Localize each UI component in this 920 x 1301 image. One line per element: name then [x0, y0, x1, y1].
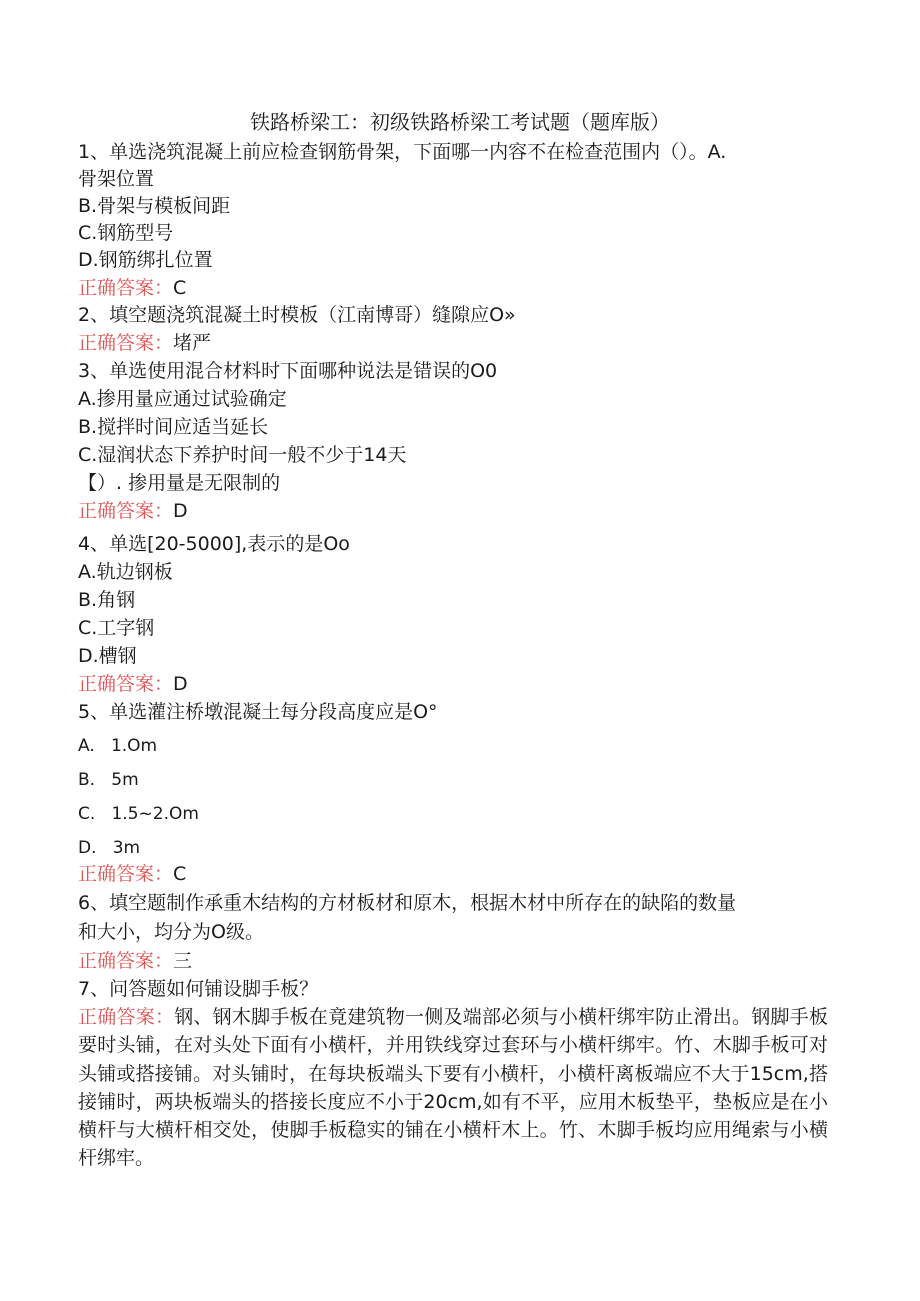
q3-option-b: B.搅拌时间应适当延长: [78, 416, 269, 438]
answer-value: C: [173, 863, 187, 885]
answer-value: D: [173, 500, 188, 522]
answer-label: 正确答案：: [78, 500, 174, 522]
answer-value: 钢、钢木脚手板在竟建筑物一侧及端部必须与小横杆绑牢防止滑出。钢脚手板要时头铺，在对头处下面有小横杆，并用铁线穿过套环与小横杆绑牢。竹、木脚手板可对头铺或搭接铺。对头铺时，在每块板端头下要有小横杆，小横杆离板端应不大于15cm,搭接铺时，两块板端头的搭接长度应不小于20cm,如有不平，应用木板垫平，垫板应是在小横杆与大横杆相交处，使脚手板稳实的铺在小横杆木上。竹、木脚手板均应用绳索与小横杆绑牢。: [78, 1006, 828, 1170]
q4-answer: [78, 670, 188, 698]
q1-answer: [78, 274, 186, 302]
q4-option-c: C.工字钢: [78, 617, 155, 639]
q1-option-a: 骨架位置: [78, 168, 155, 190]
q5-stem: 5、单选灌注桥墩混凝土每分段高度应是O°: [78, 701, 438, 723]
q5-answer: [78, 860, 186, 888]
answer-label: 正确答案：: [78, 1006, 175, 1028]
q4-option-b: B.角钢: [78, 589, 136, 611]
q5-option-a: A. 1.Om: [78, 736, 158, 756]
q6-stem-cont: 和大小，均分为O级。: [78, 921, 264, 943]
answer-label: 正确答案：: [78, 863, 174, 885]
q6-answer: [78, 947, 192, 975]
q4-option-a: A.轨边钢板: [78, 561, 173, 583]
q7-answer: [78, 1003, 828, 1173]
answer-value: 堵严: [173, 332, 212, 354]
answer-value: 三: [173, 950, 193, 972]
q4-option-d: D.槽钢: [78, 645, 137, 667]
q4-stem: 4、单选[20-5000],表示的是Oo: [78, 533, 350, 555]
q1-option-d: D.钢筋绑扎位置: [78, 249, 213, 271]
answer-label: 正确答案：: [78, 950, 174, 972]
answer-label: 正确答案：: [78, 277, 174, 299]
answer-value: D: [173, 673, 188, 695]
q5-option-b: B. 5m: [78, 770, 139, 790]
q2-stem: 2、填空题浇筑混凝土时模板（江南博哥）缝隙应O»: [78, 304, 516, 326]
q3-option-d: 【）. 掺用量是无限制的: [78, 472, 281, 494]
q3-option-c: C.湿润状态下养护时间一般不少于14天: [78, 444, 407, 466]
q2-answer: [78, 329, 211, 357]
answer-label: 正确答案：: [78, 332, 174, 354]
q5-option-c: C. 1.5~2.Om: [78, 804, 199, 824]
q1-stem: 1、单选浇筑混凝上前应检查钢筋骨架，下面哪一内容不在检查范围内（）。A.: [78, 141, 727, 163]
q6-stem: 6、填空题制作承重木结构的方材板材和原木，根据木材中所存在的缺陷的数量: [78, 892, 737, 914]
q1-option-b: B.骨架与模板间距: [78, 195, 231, 217]
q3-stem: 3、单选使用混合材料时下面哪种说法是错误的O0: [78, 360, 498, 382]
q3-option-a: A.掺用量应通过试验确定: [78, 388, 287, 410]
answer-label: 正确答案：: [78, 673, 174, 695]
q1-option-c: C.钢筋型号: [78, 222, 174, 244]
q3-answer: [78, 497, 188, 525]
document-title: 铁路桥梁工：初级铁路桥梁工考试题（题库版）: [250, 110, 670, 134]
q7-stem: 7、问答题如何铺设脚手板？: [78, 978, 319, 1000]
q5-option-d: D. 3m: [78, 838, 141, 858]
answer-value: C: [173, 277, 187, 299]
